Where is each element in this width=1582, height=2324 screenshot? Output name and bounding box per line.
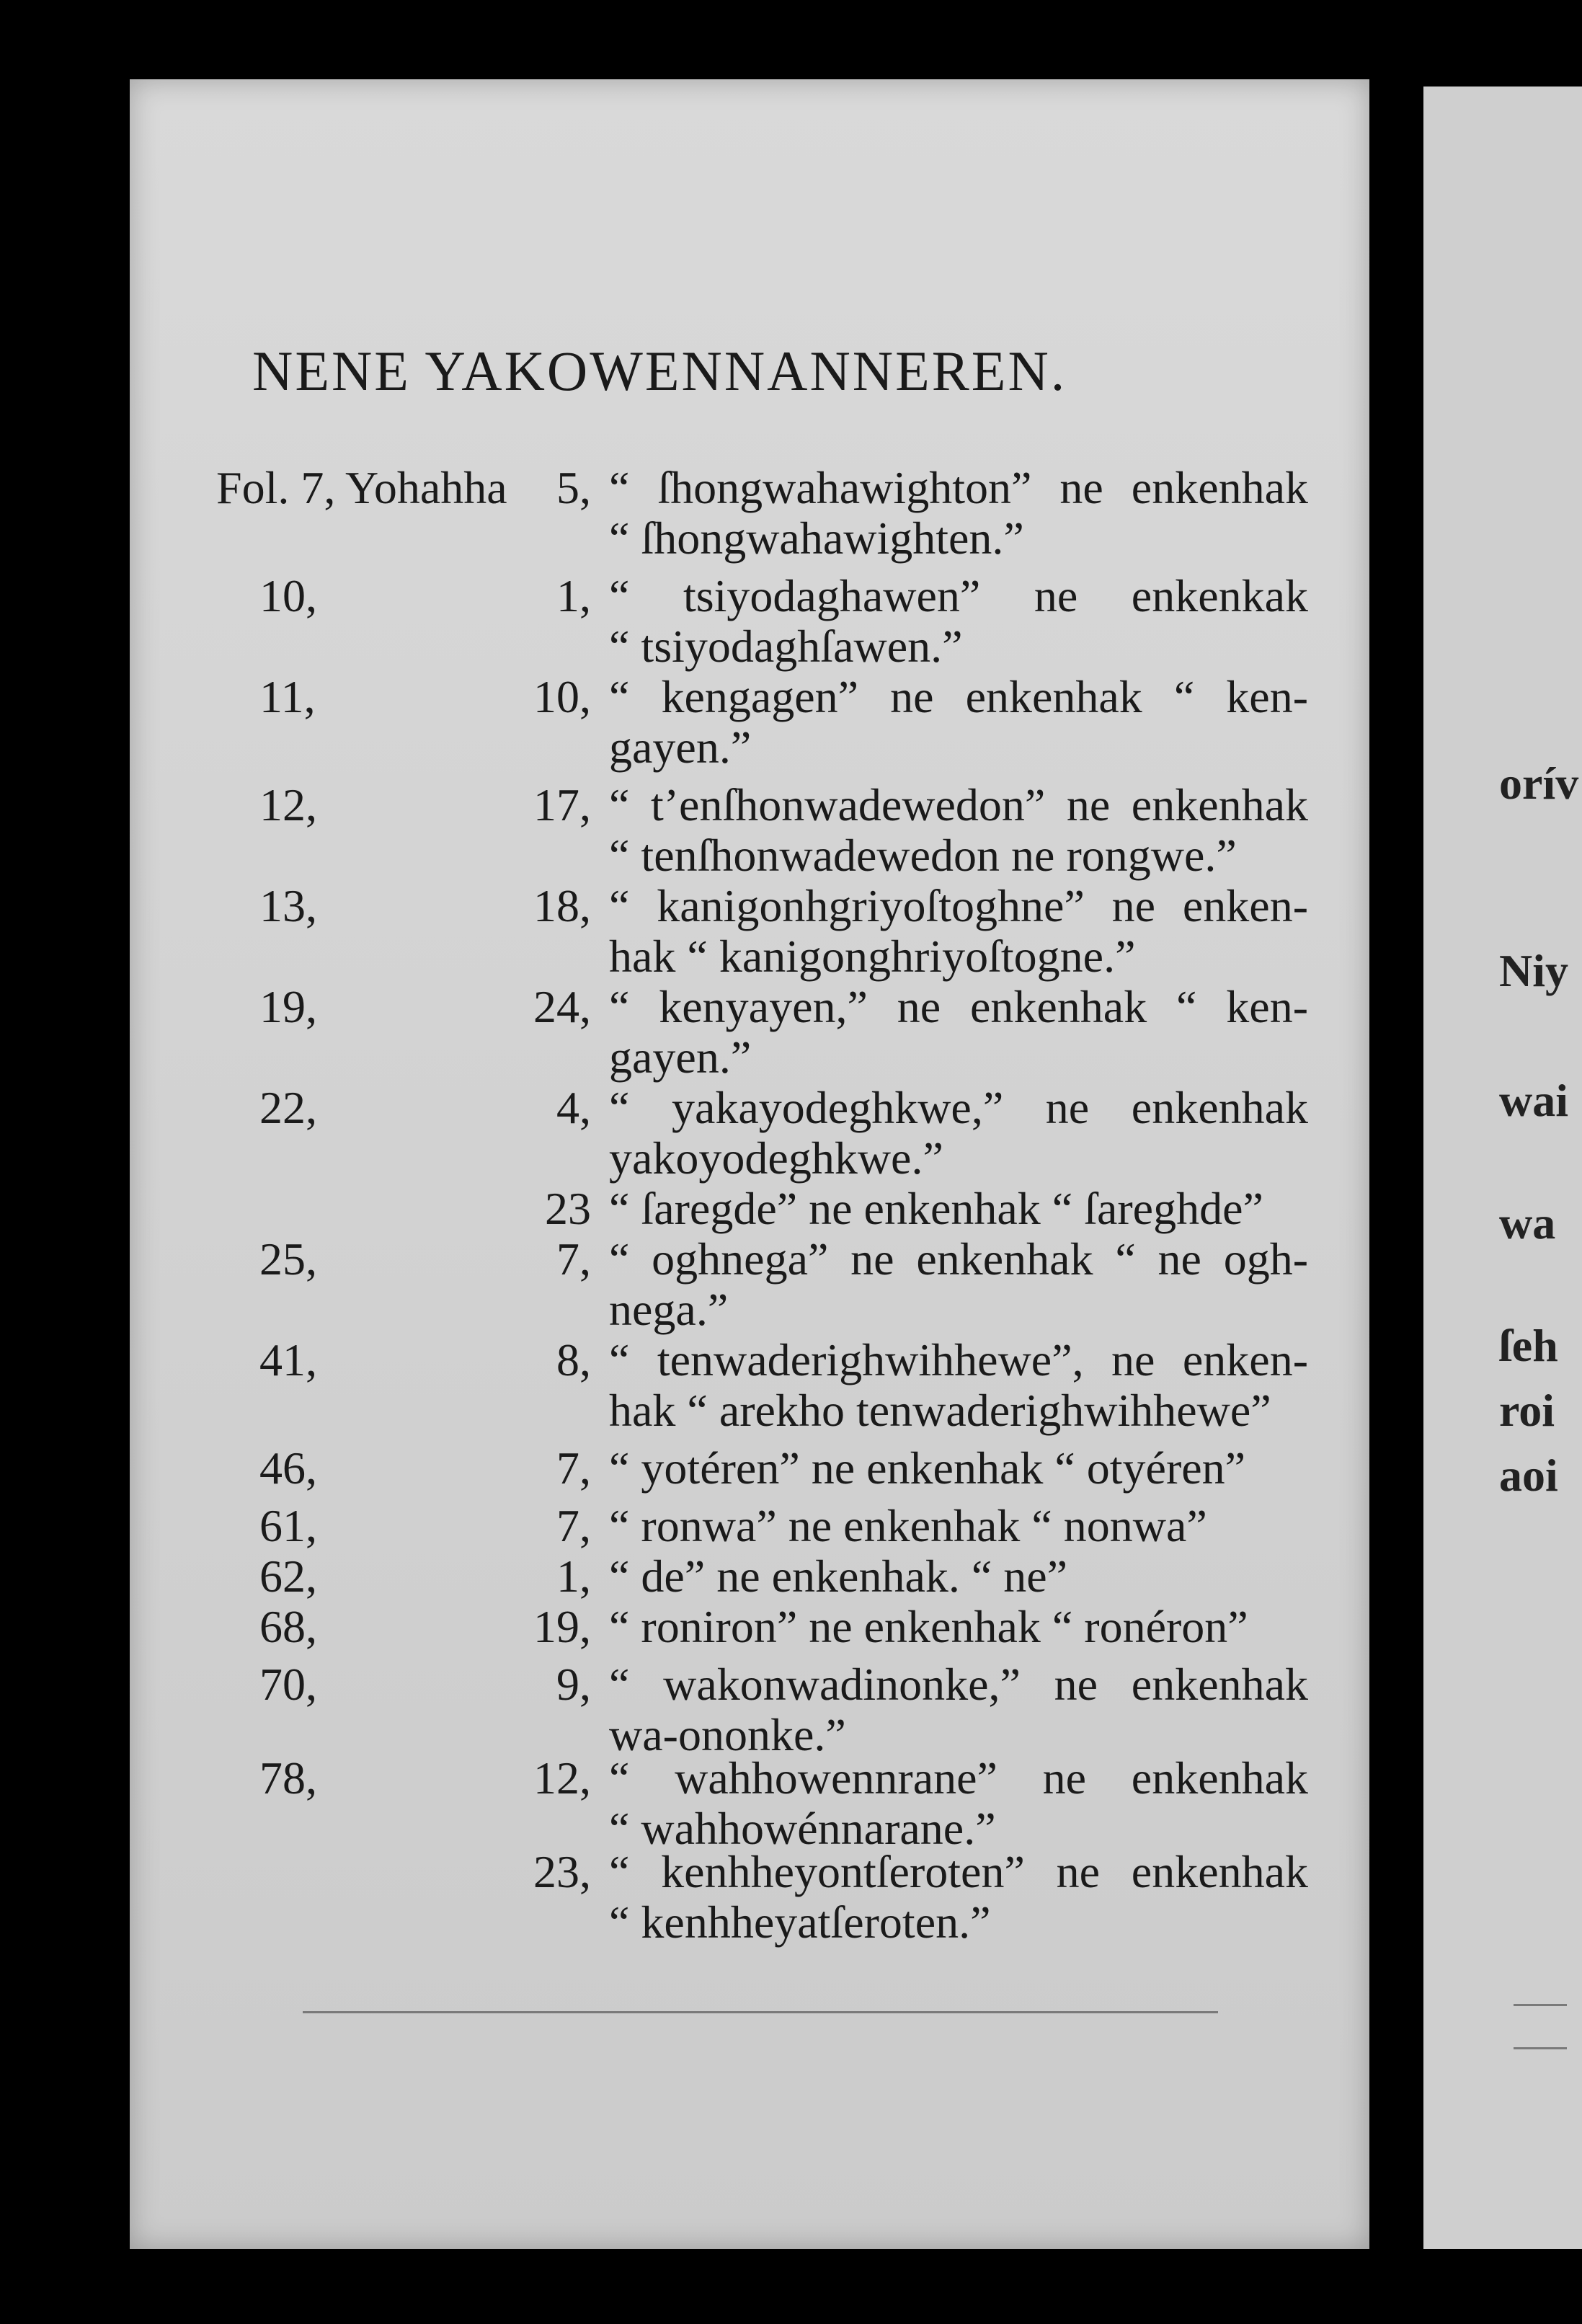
chapter-number: 41, xyxy=(259,1334,317,1385)
verse-number: 19, xyxy=(533,1601,591,1652)
chapter-number: 46, xyxy=(259,1442,317,1494)
fragment: orív xyxy=(1499,758,1579,809)
correction-line: “ kenhheyontſeroten” ne enkenhak xyxy=(609,1846,1308,1897)
verse-number: 23 xyxy=(545,1183,591,1234)
verse-number: 1, xyxy=(556,570,591,621)
verse-number: 24, xyxy=(533,981,591,1032)
correction-line: “ wahhowennrane” ne enkenhak xyxy=(609,1752,1308,1804)
fragment: Niy xyxy=(1499,945,1568,996)
chapter-number: 19, xyxy=(259,981,317,1032)
correction-line: hak “ kanigonghriyoſtogne.” xyxy=(609,931,1136,982)
verse-number: 7, xyxy=(556,1500,591,1551)
verse-number: 8, xyxy=(556,1334,591,1385)
fragment: wai xyxy=(1499,1075,1568,1126)
correction-line: “ roniron” ne enkenhak “ ronéron” xyxy=(609,1601,1248,1652)
correction-line: “ ronwa” ne enkenhak “ nonwa” xyxy=(609,1500,1207,1551)
correction-line: “ kengagen” ne enkenhak “ ken- xyxy=(609,671,1308,722)
chapter-number: 25, xyxy=(259,1233,317,1285)
correction-line: “ kanigonhgriyoſtoghne” ne enken- xyxy=(609,880,1308,931)
fragment: wa xyxy=(1499,1197,1556,1249)
correction-line: “ ſhongwahawighten.” xyxy=(609,513,1024,564)
correction-line: “ ſaregde” ne enkenhak “ ſareghde” xyxy=(609,1183,1263,1234)
correction-line: “ wahhowénnarane.” xyxy=(609,1803,996,1854)
verse-number: 10, xyxy=(533,671,591,722)
chapter-number: 22, xyxy=(259,1082,317,1133)
fragment: aoi xyxy=(1499,1450,1558,1501)
correction-line: “ de” ne enkenhak. “ ne” xyxy=(609,1551,1068,1602)
correction-line: “ yotéren” ne enkenhak “ otyéren” xyxy=(609,1442,1246,1494)
correction-line: “ tsiyodaghſawen.” xyxy=(609,621,963,672)
verse-number: 18, xyxy=(533,880,591,931)
verse-number: 23, xyxy=(533,1846,591,1897)
lead-reference: Fol. 7, Yohahha xyxy=(216,462,507,513)
verse-number: 9, xyxy=(556,1659,591,1710)
verse-number: 5, xyxy=(556,462,591,513)
chapter-number: 62, xyxy=(259,1551,317,1602)
fragment: roi xyxy=(1499,1385,1555,1436)
chapter-number: 68, xyxy=(259,1601,317,1652)
verse-number: 12, xyxy=(533,1752,591,1804)
facing-rule xyxy=(1514,2047,1567,2049)
correction-line: “ yakayodeghkwe,” ne enkenhak xyxy=(609,1082,1308,1133)
chapter-number: 78, xyxy=(259,1752,317,1804)
chapter-number: 11, xyxy=(259,671,316,722)
chapter-number: 61, xyxy=(259,1500,317,1551)
verse-number: 7, xyxy=(556,1233,591,1285)
chapter-number: 13, xyxy=(259,880,317,931)
correction-line: yakoyodeghkwe.” xyxy=(609,1132,943,1184)
chapter-number: 12, xyxy=(259,779,317,830)
correction-line: “ kenyayen,” ne enkenhak “ ken- xyxy=(609,981,1308,1032)
correction-line: wa-ononke.” xyxy=(609,1709,846,1760)
verse-number: 17, xyxy=(533,779,591,830)
correction-line: nega.” xyxy=(609,1284,729,1335)
correction-line: “ tsiyodaghawen” ne enkenkak xyxy=(609,570,1308,621)
correction-line: “ t’enſhonwadewedon” ne enkenhak xyxy=(609,779,1308,830)
correction-line: “ tenwaderighwihhewe”, ne enken- xyxy=(609,1334,1308,1385)
facing-page-edge xyxy=(1423,87,1582,2249)
correction-line: “ kenhheyatſeroten.” xyxy=(609,1897,991,1948)
verse-number: 7, xyxy=(556,1442,591,1494)
footer-rule xyxy=(303,2011,1218,2013)
facing-rule xyxy=(1514,2004,1567,2006)
chapter-number: 10, xyxy=(259,570,317,621)
chapter-number: 70, xyxy=(259,1659,317,1710)
correction-line: “ wakonwadinonke,” ne enkenhak xyxy=(609,1659,1308,1710)
correction-line: “ ſhongwahawighton” ne enkenhak xyxy=(609,462,1308,513)
correction-line: “ tenſhonwadewedon ne rongwe.” xyxy=(609,830,1237,881)
verse-number: 1, xyxy=(556,1551,591,1602)
fragment: ſeh xyxy=(1499,1320,1558,1371)
verse-number: 4, xyxy=(556,1082,591,1133)
correction-line: gayen.” xyxy=(609,1032,752,1083)
correction-line: gayen.” xyxy=(609,722,752,773)
page-title: NENE YAKOWENNANNEREN. xyxy=(252,340,1067,402)
correction-line: hak “ arekho tenwaderighwihhewe” xyxy=(609,1385,1271,1436)
correction-line: “ oghnega” ne enkenhak “ ne ogh- xyxy=(609,1233,1308,1285)
